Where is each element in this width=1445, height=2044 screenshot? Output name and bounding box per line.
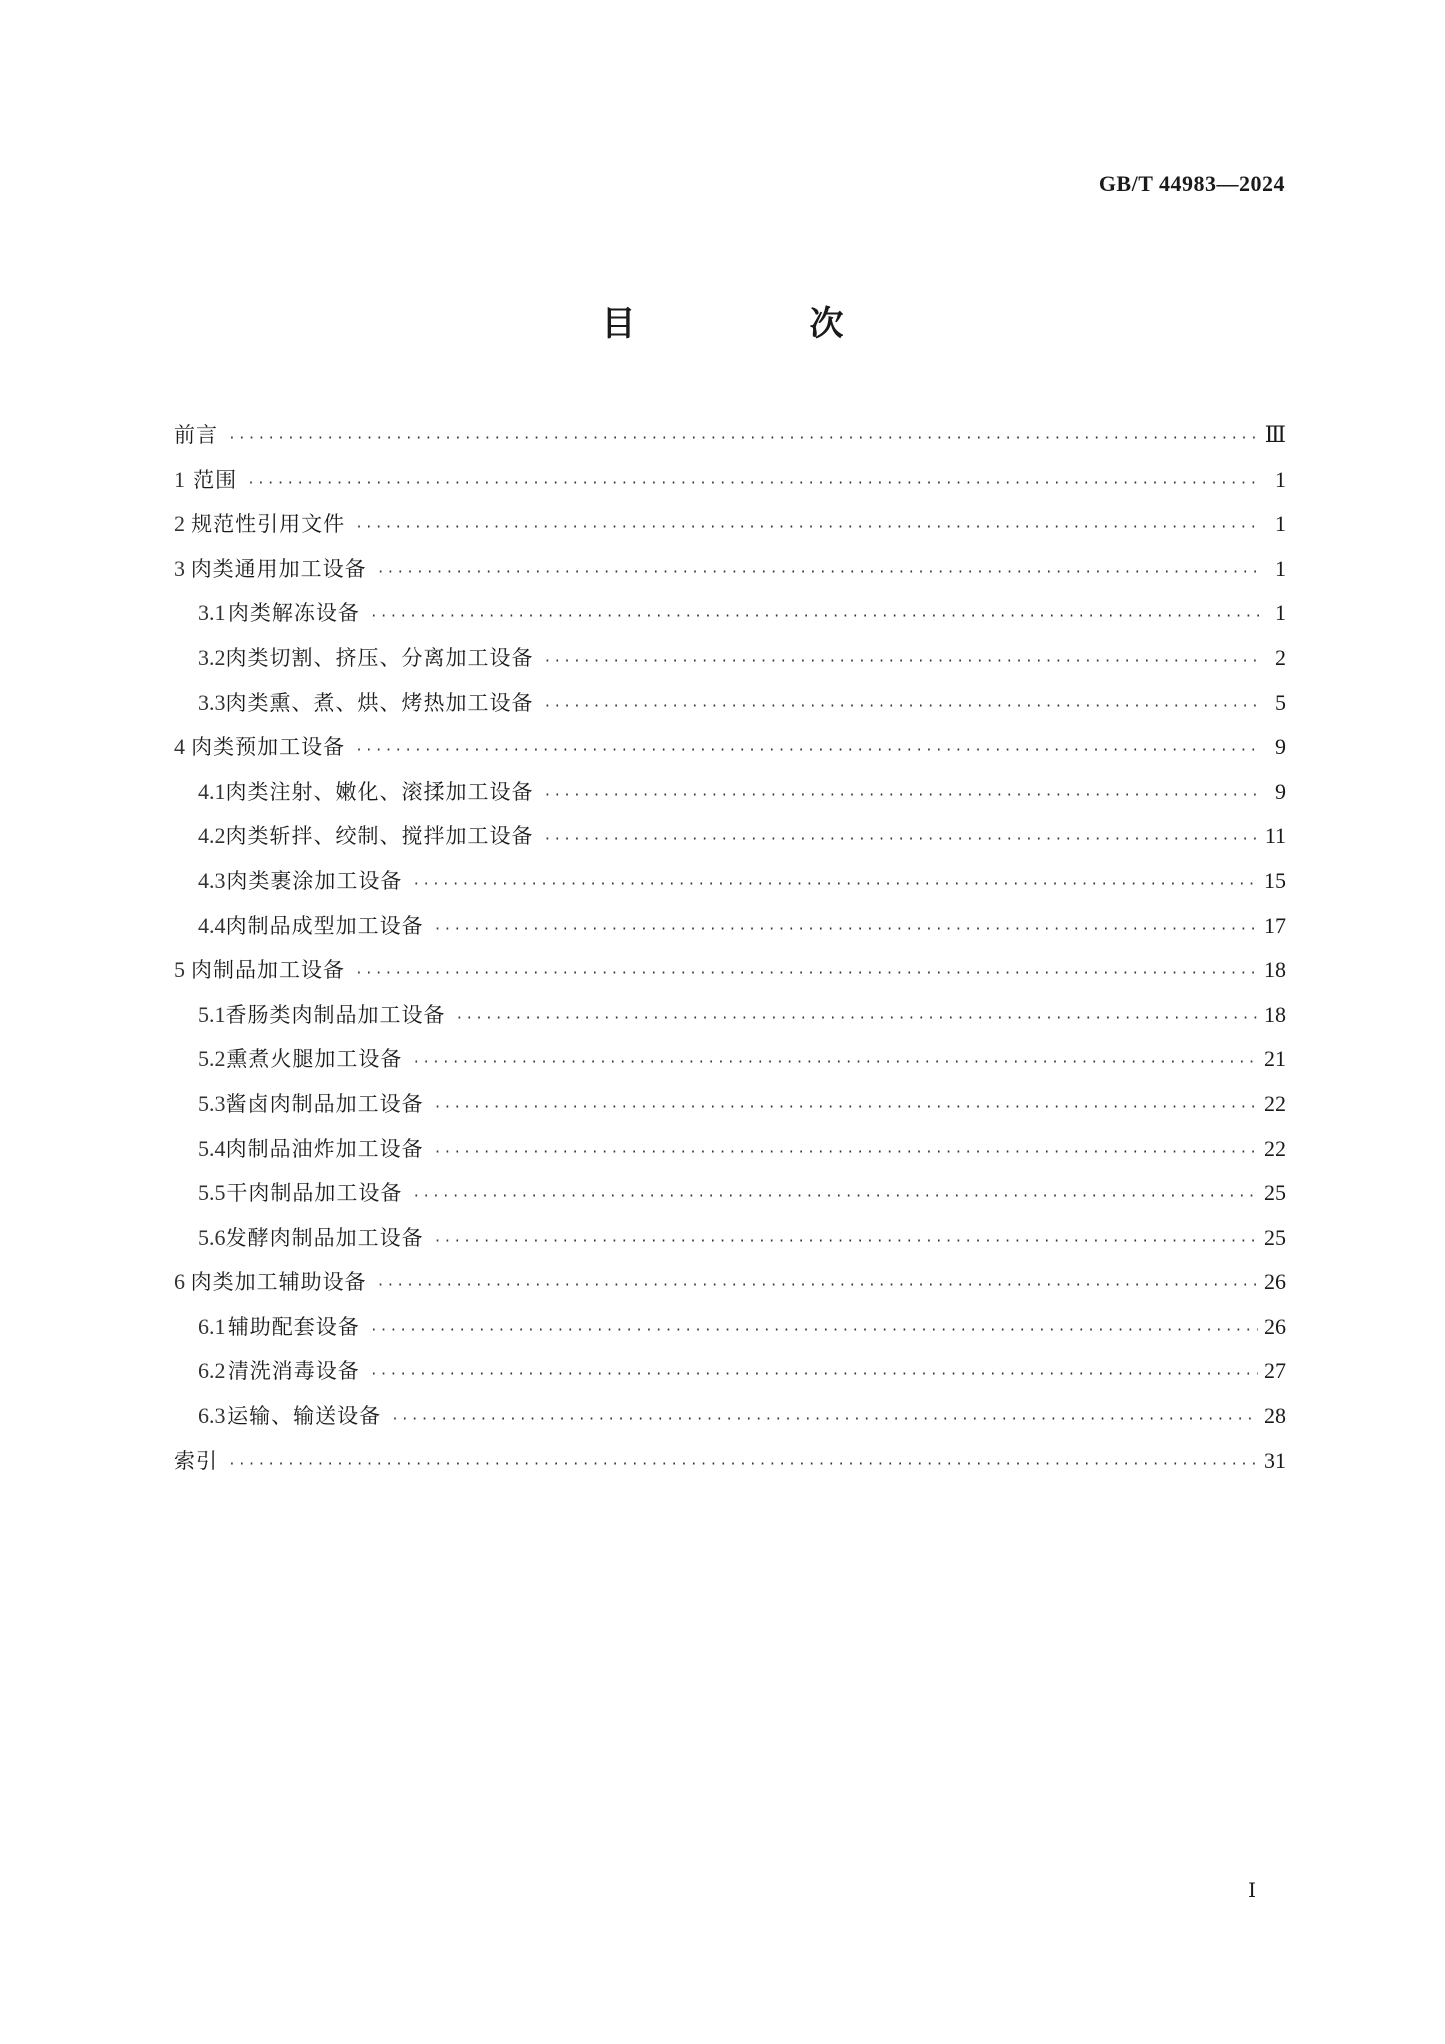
toc-entry-number: 5.4 [198,1135,226,1161]
toc-leader-dots [228,417,1259,462]
toc-entry[interactable] [174,1394,1286,1439]
toc-entry[interactable] [174,636,1286,681]
toc-entry-label: 范围 [193,467,238,492]
toc-entry[interactable] [174,1260,1286,1305]
toc-leader-dots [434,908,1258,953]
toc-entry[interactable] [174,1305,1286,1350]
toc-entry-number: 4.1 [198,778,226,804]
toc-entry-label: 规范性引用文件 [191,512,346,537]
toc-entry[interactable] [174,1082,1286,1127]
toc-entry-page: 27 [1264,1358,1286,1384]
toc-entry-number: 3 [174,555,185,581]
page-number: Ⅰ [1248,1880,1256,1902]
toc-leader-dots [434,1220,1258,1265]
toc-entry-label: 肉类斩拌、绞制、搅拌加工设备 [225,824,534,849]
toc-entry[interactable] [174,1216,1286,1261]
toc-entry[interactable] [174,591,1286,636]
toc-entry-number: 4.4 [198,912,226,938]
toc-entry-page: 22 [1264,1090,1286,1116]
toc-leader-dots [377,551,1260,596]
toc-entry-label: 干肉制品加工设备 [226,1181,403,1206]
toc-entry[interactable] [174,770,1286,815]
toc-entry[interactable] [174,413,1286,458]
toc-leader-dots [370,1353,1258,1398]
toc-entry-number: 4.3 [198,867,226,893]
toc-leader-dots [370,595,1260,640]
toc-entry-number: 3.1 [198,600,226,626]
toc-entry-label: 运输、输送设备 [227,1404,382,1429]
toc-entry-number: 3.2 [198,644,226,670]
toc-leader-dots [412,1175,1258,1220]
toc-entry-number: 5.3 [198,1090,226,1116]
toc-entry-page: 1 [1275,466,1286,492]
toc-entry-number: 5.2 [198,1046,226,1072]
toc-entry-page: 22 [1264,1135,1286,1161]
toc-entry-page: 25 [1264,1180,1286,1206]
toc-entry-page: 26 [1264,1313,1286,1339]
toc-leader-dots [247,462,1260,507]
toc-leader-dots [544,685,1261,730]
toc-entry-page: 1 [1275,555,1286,581]
toc-entry-page: 18 [1264,957,1286,983]
toc-entry-number: 2 [174,511,185,537]
toc-entry-label: 肉制品加工设备 [191,958,346,983]
toc-entry-number: 5.1 [198,1001,226,1027]
toc-entry-page: 25 [1264,1224,1286,1250]
toc-entry-page: Ⅲ [1264,422,1286,447]
standard-code: GB/T 44983—2024 [1098,171,1285,196]
toc-entry-number: 6 [174,1269,185,1295]
toc-entry-page: 26 [1264,1269,1286,1295]
toc-entry-label: 肉制品油炸加工设备 [225,1136,424,1161]
toc-leader-dots [228,1443,1258,1488]
toc-entry[interactable] [174,1037,1286,1082]
toc-entry-number: 5 [174,957,185,983]
toc-entry-label: 索引 [174,1448,218,1473]
toc-leader-dots [355,952,1258,997]
toc-entry-page: 31 [1264,1447,1286,1473]
toc-entry[interactable] [174,458,1286,503]
toc-entry-number: 4 [174,734,185,760]
toc-entry-number: 3.3 [198,689,226,715]
toc-entry-label: 香肠类肉制品加工设备 [225,1002,446,1027]
toc-entry-page: 21 [1264,1046,1286,1072]
toc-entry-number: 6.1 [198,1313,226,1339]
toc-entry-number: 4.2 [198,823,226,849]
toc-entry-number: 5.6 [198,1224,226,1250]
toc-entry[interactable] [174,681,1286,726]
toc-entry-label: 肉类熏、煮、烘、烤热加工设备 [225,690,534,715]
toc-entry-label: 肉类预加工设备 [191,735,346,760]
toc-leader-dots [544,818,1259,863]
toc-entry[interactable] [174,904,1286,949]
toc-entry-page: 17 [1264,912,1286,938]
toc-entry-label: 肉制品成型加工设备 [225,913,424,938]
toc-entry-label: 肉类加工辅助设备 [190,1270,367,1295]
toc-leader-dots [544,774,1261,819]
toc-entry[interactable] [174,1439,1286,1484]
toc-entry-label: 酱卤肉制品加工设备 [225,1091,424,1116]
toc-leader-dots [412,863,1258,908]
table-of-contents [174,413,1286,1483]
toc-entry-page: 28 [1264,1403,1286,1429]
toc-entry[interactable] [174,1127,1286,1172]
toc-leader-dots [355,506,1260,551]
toc-entry-label: 肉类注射、嫩化、滚揉加工设备 [225,779,534,804]
toc-entry-number: 6.2 [198,1358,226,1384]
toc-entry-number: 6.3 [198,1403,226,1429]
toc-entry[interactable] [174,502,1286,547]
toc-entry-page: 18 [1264,1001,1286,1027]
toc-entry[interactable] [174,948,1286,993]
toc-entry-label: 肉类通用加工设备 [190,556,367,581]
toc-entry-page: 1 [1275,600,1286,626]
toc-entry[interactable] [174,859,1286,904]
toc-entry-page: 1 [1275,511,1286,537]
toc-entry-label: 肉类切割、挤压、分离加工设备 [225,645,534,670]
toc-entry[interactable] [174,814,1286,859]
toc-entry[interactable] [174,547,1286,592]
toc-entry-number: 1 [174,466,185,492]
toc-entry-label: 发酵肉制品加工设备 [225,1225,424,1250]
toc-entry-page: 5 [1275,689,1286,715]
toc-entry-page: 9 [1275,778,1286,804]
toc-leader-dots [370,1309,1258,1354]
toc-entry[interactable] [174,1349,1286,1394]
toc-entry[interactable] [174,725,1286,770]
toc-leader-dots [355,729,1260,774]
toc-entry[interactable] [174,1171,1286,1216]
toc-entry-page: 11 [1264,823,1286,849]
toc-entry-label: 肉类裹涂加工设备 [226,868,403,893]
toc-entry-label: 肉类解冻设备 [227,601,360,626]
toc-entry-label: 前言 [174,423,218,447]
page-title: 目 次 [601,304,914,344]
toc-leader-dots [456,997,1259,1042]
toc-leader-dots [391,1398,1258,1443]
toc-entry-number: 5.5 [198,1180,226,1206]
toc-entry-label: 熏煮火腿加工设备 [226,1047,403,1072]
toc-leader-dots [434,1131,1258,1176]
toc-entry-page: 15 [1264,867,1286,893]
toc-entry-label: 辅助配套设备 [227,1314,360,1339]
toc-leader-dots [434,1086,1258,1131]
toc-entry-page: 2 [1275,644,1286,670]
toc-entry-page: 9 [1275,734,1286,760]
toc-leader-dots [412,1041,1258,1086]
toc-leader-dots [377,1264,1258,1309]
toc-entry-label: 清洗消毒设备 [227,1359,360,1384]
toc-leader-dots [544,640,1261,685]
toc-entry[interactable] [174,993,1286,1038]
